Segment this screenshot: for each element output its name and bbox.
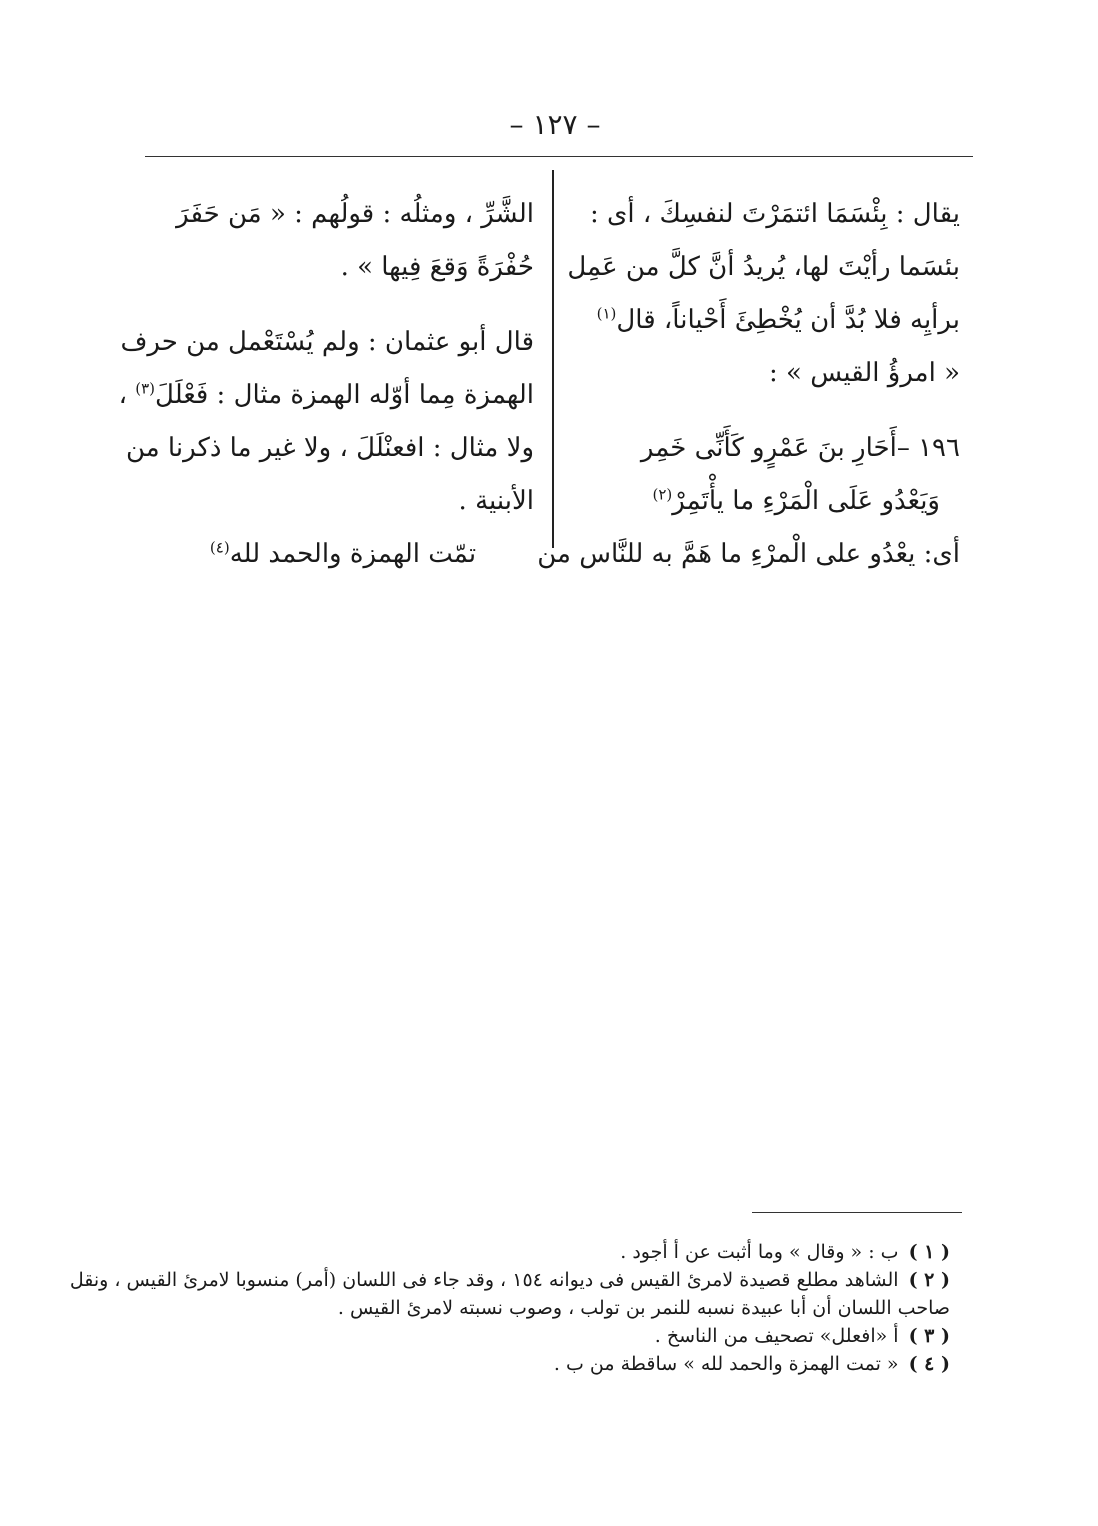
footnote-number: ( ٢ ) — [908, 1269, 950, 1291]
footnote-ref-4: (٤) — [209, 538, 230, 557]
footnote-2 — [69, 1266, 950, 1294]
right-line-after-verse: أى: يعْدُو على الْمرْءِ ما هَمَّ به للنَّاس من — [537, 539, 960, 569]
right-line-3-text: برأيِه فلا بُدَّ أن يُخْطِئَ أَحْياناً، قال — [616, 305, 960, 335]
left-line-3: قال أبو عثمان : ولم يُسْتَعْمل من حرف — [120, 327, 534, 357]
footnote-text: صاحب اللسان أن أبا عبيدة نسبه للنمر بن تولب ، وصوب نسبته لامرئ القيس . — [337, 1297, 950, 1319]
right-line-4: « امرؤُ القيس » : — [769, 358, 960, 388]
left-line-5: ولا مثال : افعنْلَلَ ، ولا غير ما ذكرنا من — [125, 433, 534, 463]
closing-line — [152, 528, 534, 581]
footnote-3 — [150, 1322, 950, 1350]
verse-line-2 — [578, 475, 960, 528]
footnote-text: أ «افعلل» تصحيف من الناسخ . — [654, 1325, 899, 1347]
footnote-text: ب : « وقال » وما أثبت عن أ أجود . — [620, 1241, 899, 1263]
verse-line-1: ١٩٦ –أَحَارِ بنَ عَمْرٍو كَأَنِّى خَمِر — [640, 433, 960, 463]
footnote-number: ( ٣ ) — [908, 1325, 950, 1347]
left-column — [118, 188, 534, 581]
footnote-ref-1: (١) — [596, 304, 617, 323]
page-number: – ١٢٧ – — [509, 108, 601, 141]
right-line-3 — [578, 294, 960, 347]
footnote-ref-2: (٢) — [652, 485, 673, 504]
footnote-text: الشاهد مطلع قصيدة لامرئ القيس فى ديوانه ١٥٤ ، وقد جاء فى اللسان (أمر) منسوبا لامرئ القيس ، ونقل — [69, 1269, 899, 1291]
footnote-1 — [150, 1238, 950, 1266]
closing-text: تمّت الهمزة والحمد لله — [229, 539, 477, 569]
footnote-ref-3: (٣) — [135, 379, 156, 398]
left-line-4-text: الهمزة مِما أوّله الهمزة مثال : فَعْلَلَ — [155, 380, 534, 410]
right-column — [537, 188, 960, 581]
verse-line-2-text: وَيَعْدُو عَلَى الْمَرْءِ ما يأْتَمِرْ — [672, 486, 940, 516]
footnote-2-continued — [150, 1294, 950, 1322]
left-line-4-comma: ، — [118, 380, 127, 410]
footnote-4 — [150, 1350, 950, 1378]
footnote-number: ( ١ ) — [908, 1241, 950, 1263]
footnote-number: ( ٤ ) — [908, 1353, 950, 1375]
left-line-1: الشَّرِّ ، ومثلُه : قولُهم : « مَن حَفَرَ — [176, 199, 534, 229]
right-line-1: يقال : بِئْسَمَا ائتمَرْتَ لنفسِكَ ، أى : — [590, 199, 960, 229]
left-line-2: حُفْرَةً وَقعَ فِيها » . — [340, 252, 534, 282]
left-line-6: الأبنية . — [458, 486, 534, 516]
footnote-rule — [752, 1212, 962, 1213]
header-rule — [145, 156, 973, 157]
footnote-text: « تمت الهمزة والحمد لله » ساقطة من ب . — [553, 1353, 899, 1375]
right-line-2: بئسَما رأيْتَ لها، يُريدُ أنَّ كلَّ من عَمِل — [567, 252, 960, 282]
column-divider — [552, 170, 554, 548]
left-line-4 — [118, 369, 534, 422]
footnotes — [69, 1238, 950, 1378]
